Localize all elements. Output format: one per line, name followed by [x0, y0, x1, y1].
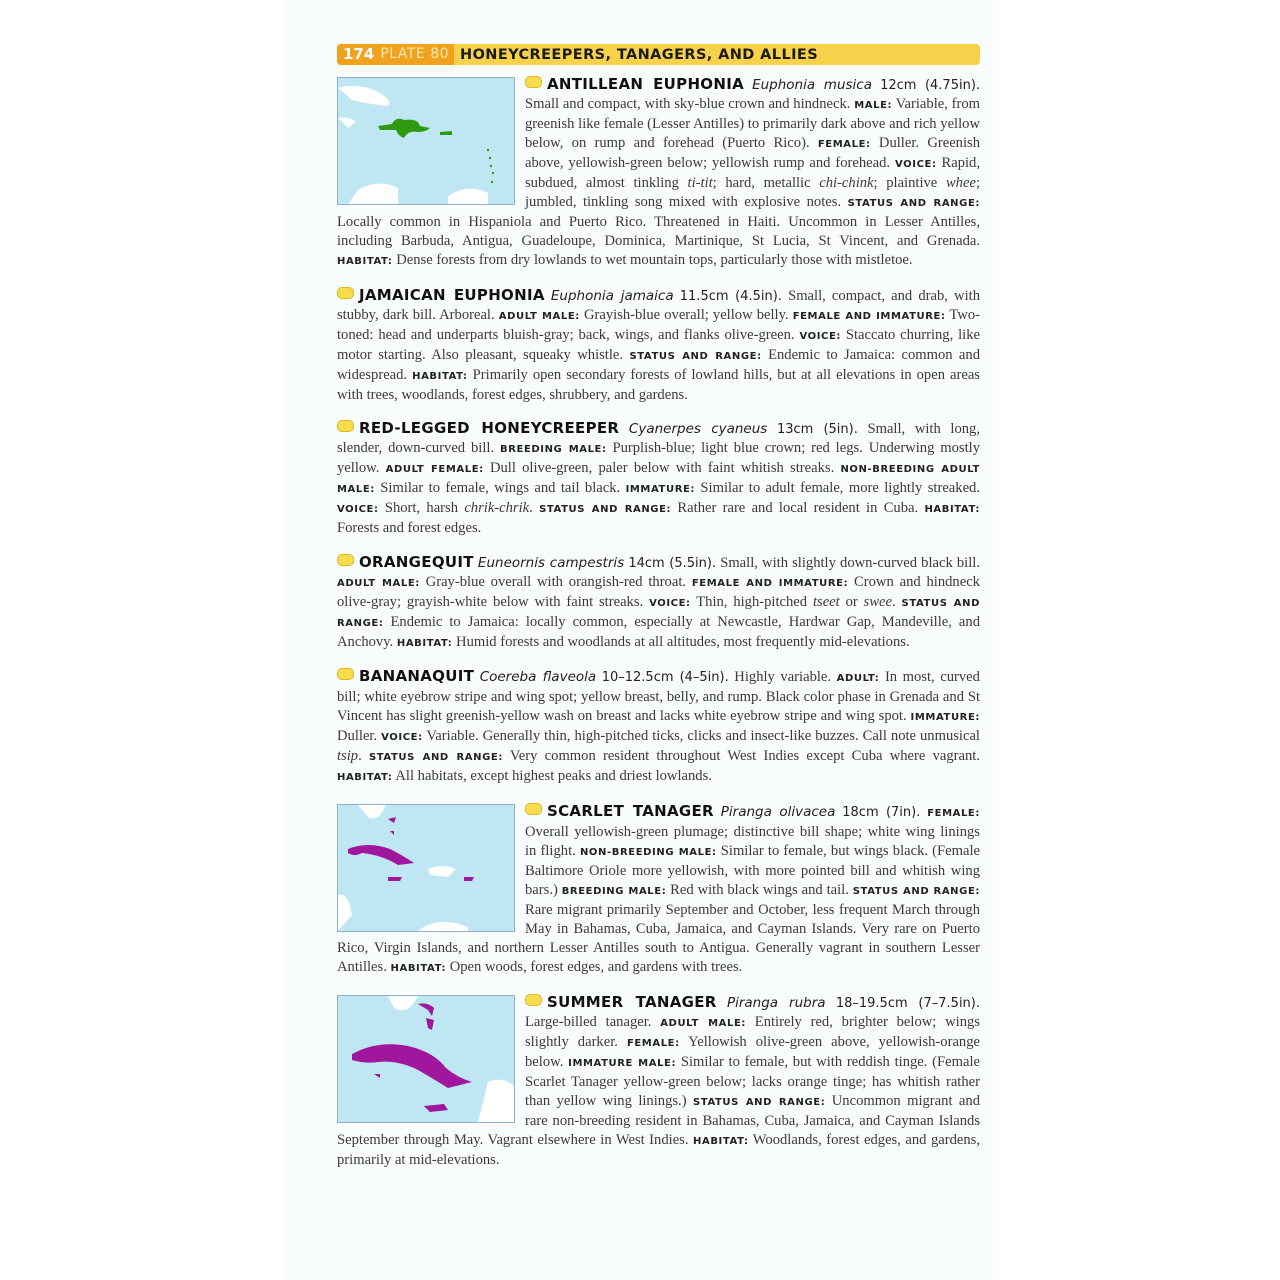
species-entry-orangequit [337, 553, 980, 653]
species-marker-icon [337, 420, 354, 432]
field-label: ADULT MALE: [660, 1017, 747, 1029]
field-label: ADULT MALE: [498, 310, 580, 322]
description-text: Small, with long, slender, down-curved bill. [337, 421, 980, 457]
description-text: Duller. [337, 728, 382, 745]
call-notation: tseet [812, 593, 840, 610]
description-text: . [529, 500, 540, 517]
species-name: ANTILLEAN EUPHONIA [547, 75, 744, 93]
description-text: Similar to female, but wings black. (Female Baltimore Oriole more yellowish, with more pointed bill and whitish wing bars.) [525, 842, 980, 898]
field-label: VOICE: [337, 504, 379, 516]
description-text: ; jumbled, tinkling song mixed with explosive notes. [525, 175, 980, 210]
description-text: Rather rare and local resident in Cuba. [671, 500, 925, 517]
description-text: Similar to female, wings and tail black. [374, 480, 626, 497]
description-text: Dull olive-green, paler below with faint whitish streaks. [483, 460, 841, 477]
call-notation: tsip [337, 748, 359, 765]
description-text: Grayish-blue overall; yellow belly. [579, 306, 793, 323]
field-label: NON-BREEDING ADULT MALE: [337, 464, 980, 496]
field-label: VOICE: [649, 597, 691, 609]
description-text: Endemic to Jamaica: locally common, especially at Newcastle, Hardwar Gap, Mandeville, and Anchovy. [337, 613, 980, 650]
range-map [337, 995, 515, 1123]
description-text: Similar to adult female, more lightly streaked. [695, 480, 981, 497]
field-label: HABITAT: [337, 256, 393, 267]
description-text: Dense forests from dry lowlands to wet mountain tops, particularly those with mistletoe. [392, 252, 913, 268]
description-text: Uncommon migrant and rare non-breeding resident in Bahamas, Cuba, Jamaica, and Cayman Islands September through May. Vagrant elsewhere in West Indies. [337, 1092, 980, 1148]
species-name: SCARLET TANAGER [547, 801, 714, 820]
species-size: 13cm (5in). [776, 422, 858, 438]
description-text: Red with black wings and tail. [666, 881, 853, 898]
description-text: Short, harsh [378, 500, 465, 517]
page-content [337, 44, 980, 1184]
field-label: ADULT FEMALE: [385, 464, 484, 476]
call-notation: whee [945, 175, 976, 191]
species-size: 11.5cm (4.5in). [679, 288, 782, 304]
description-text: Crown and hindneck olive-gray; grayish-white below with faint streaks. [337, 573, 980, 610]
species-entry-scarlet-tanager [337, 802, 980, 978]
description-text: Primarily open secondary forests of lowland hills, but at all elevations in open areas with trees, woodlands, forest edges, shrubbery, and gardens. [337, 366, 980, 403]
species-entry-antillean-euphonia [337, 75, 980, 271]
plate-number: PLATE 80 [378, 44, 454, 65]
species-name: BANANAQUIT [359, 667, 475, 686]
call-notation: chi-chink [819, 175, 874, 191]
field-label: ADULT: [836, 673, 880, 685]
book-page [285, 0, 993, 1280]
description-text: Yellowish olive-green above, yellowish-orange below. [525, 1033, 981, 1070]
description-text: Open woods, forest edges, and gardens with trees. [446, 958, 743, 975]
species-entry-summer-tanager [337, 993, 980, 1170]
field-label: ADULT MALE: [337, 577, 420, 589]
description-text: Locally common in Hispaniola and Puerto Rico. Threatened in Haiti. Uncommon in Lesser Antilles, including Barbuda, Antigua, Guadeloupe, Dominica, Martinique, St Lucia, St Vincent, and Grenada. [337, 214, 980, 249]
species-marker-icon [525, 803, 542, 815]
description-text: . [892, 593, 902, 610]
description-text: Small, with slightly down-curved black bill. [720, 554, 980, 571]
field-label: IMMATURE MALE: [568, 1057, 677, 1069]
field-label: STATUS AND RANGE: [852, 885, 980, 897]
field-label: FEMALE: [927, 807, 980, 819]
species-size: 14cm (5.5in). [628, 555, 717, 571]
species-size: 12cm (4.75in). [880, 78, 981, 93]
description-text: Thin, high-pitched [690, 593, 813, 610]
field-label: STATUS AND RANGE: [368, 752, 503, 764]
description-text: or [839, 593, 864, 610]
description-text: ; plaintive [873, 175, 946, 191]
range-map [337, 77, 515, 205]
scientific-name: Euphonia jamaica [550, 287, 674, 304]
call-notation: swee [863, 593, 893, 610]
species-entry-bananaquit [337, 667, 980, 787]
description-text: Variable. Generally thin, high-pitched ticks, clicks and insect-like buzzes. Call note unmusical [422, 728, 980, 745]
scientific-name: Piranga olivacea [720, 803, 836, 820]
species-name: JAMAICAN EUPHONIA [359, 285, 545, 304]
species-name: SUMMER TANAGER [547, 992, 717, 1011]
description-text: Small, compact, and drab, with stubby, dark bill. Arboreal. [337, 287, 980, 323]
field-label: HABITAT: [390, 962, 447, 974]
page-number: 174 [337, 44, 378, 65]
species-name: ORANGEQUIT [359, 552, 474, 571]
field-label: NON-BREEDING MALE: [579, 846, 717, 858]
description-text: Gray-blue overall with orangish-red throat. [419, 573, 692, 590]
field-label: IMMATURE: [910, 712, 980, 724]
field-label: FEMALE AND IMMATURE: [691, 577, 849, 589]
description-text: Variable, from greenish like female (Lesser Antilles) to primarily dark above and rich yellow below, on rump and forehead (Puerto Rico). [525, 96, 981, 151]
scientific-name: Cyanerpes cyaneus [628, 421, 768, 438]
description-text: Small and compact, with sky-blue crown and hindneck. [525, 96, 855, 112]
field-label: STATUS AND RANGE: [847, 198, 980, 209]
field-label: FEMALE: [817, 139, 871, 150]
description-text: Forests and forest edges. [337, 520, 482, 537]
description-text: Woodlands, forest edges, and gardens, primarily at mid-elevations. [337, 1131, 981, 1168]
field-label: HABITAT: [924, 504, 980, 516]
range-map [337, 804, 515, 932]
field-label: STATUS AND RANGE: [693, 1096, 826, 1108]
description-text: All habitats, except highest peaks and driest lowlands. [392, 768, 712, 785]
field-label: HABITAT: [337, 772, 393, 784]
description-text: Purplish-blue; light blue crown; red legs. Underwing mostly yellow. [337, 440, 980, 477]
species-entries [337, 75, 980, 1170]
plate-title: HONEYCREEPERS, TANAGERS, AND ALLIES [460, 46, 819, 63]
field-label: STATUS AND RANGE: [629, 350, 762, 362]
field-label: BREEDING MALE: [561, 885, 667, 897]
field-label: FEMALE AND IMMATURE: [792, 310, 946, 322]
field-label: IMMATURE: [625, 484, 696, 496]
plate-header [337, 44, 980, 65]
description-text: Two-toned: head and underparts bluish-gray; back, wings, and flanks olive-green. [337, 306, 980, 343]
field-label: STATUS AND RANGE: [539, 504, 672, 516]
species-size: 18–19.5cm (7–7.5in). [835, 995, 980, 1011]
field-label: VOICE: [381, 732, 423, 744]
field-label: HABITAT: [693, 1135, 749, 1147]
field-label: HABITAT: [412, 370, 468, 382]
species-marker-icon [337, 668, 354, 680]
description-text: Staccato churring, like motor starting. Also pleasant, squeaky whistle. [337, 326, 981, 363]
field-label: VOICE: [895, 159, 937, 170]
species-entry-jamaican-euphonia [337, 286, 980, 405]
field-label: VOICE: [799, 330, 841, 342]
description-text: Rapid, subdued, almost tinkling [525, 155, 980, 191]
description-text: In most, curved bill; white eyebrow stripe and wing spot; yellow breast, belly, and rump. Black color phase in Grenada and St Vincent has slight greenish-yellow wash on breast and lacks white eyebrow stripe and wing spot. [337, 669, 980, 725]
description-text: Very common resident throughout West Indies except Cuba where vagrant. [502, 748, 980, 765]
description-text: Duller. Greenish above, yellowish-green below; yellowish rump and forehead. [525, 135, 981, 171]
description-text: Overall yellowish-green plumage; distinctive bill shape; white wing linings in flight. [525, 823, 980, 859]
description-text: Humid forests and woodlands at all altitudes, most frequently mid-elevations. [452, 633, 910, 650]
description-text: ; hard, metallic [712, 175, 820, 191]
scientific-name: Euphonia musica [752, 77, 872, 93]
description-text: Rare migrant primarily September and October, less frequent March through May in Bahamas, Cuba, Jamaica, and Cayman Islands. Very rare on Puerto Rico, Virgin Islands, and northern Lesser Antilles south to Antigua. Generally vagrant in southern Lesser Antilles. [337, 901, 980, 975]
call-notation: ti-tit [687, 175, 713, 191]
description-text: Similar to female, but with reddish tinge. (Female Scarlet Tanager yellow-green below; lacks orange tinge; has whitish rather than yellow wing linings.) [525, 1053, 980, 1109]
field-label: BREEDING MALE: [499, 444, 607, 456]
description-text: Large-billed tanager. [525, 1013, 661, 1030]
description-text: Entirely red, brighter below; wings slightly darker. [525, 1013, 980, 1050]
species-marker-icon [525, 76, 542, 88]
description-text: . [358, 748, 369, 765]
species-marker-icon [525, 994, 542, 1006]
field-label: STATUS AND RANGE: [337, 597, 981, 629]
scientific-name: Piranga rubra [726, 994, 826, 1011]
description-text: Endemic to Jamaica: common and widespread. [337, 346, 981, 383]
call-notation: chrik-chrik [464, 500, 530, 517]
description-text: Highly variable. [734, 669, 837, 686]
species-size: 18cm (7in). [842, 804, 921, 820]
species-size: 10–12.5cm (4–5in). [601, 670, 729, 686]
field-label: FEMALE: [626, 1037, 680, 1049]
scientific-name: Euneornis campestris [477, 554, 625, 571]
field-label: MALE: [854, 100, 893, 111]
species-marker-icon [337, 287, 354, 299]
species-entry-red-legged-honeycreeper [337, 419, 980, 538]
scientific-name: Coereba flaveola [479, 669, 597, 686]
species-marker-icon [337, 554, 354, 566]
species-name: RED-LEGGED HONEYCREEPER [359, 419, 620, 438]
field-label: HABITAT: [396, 637, 453, 649]
